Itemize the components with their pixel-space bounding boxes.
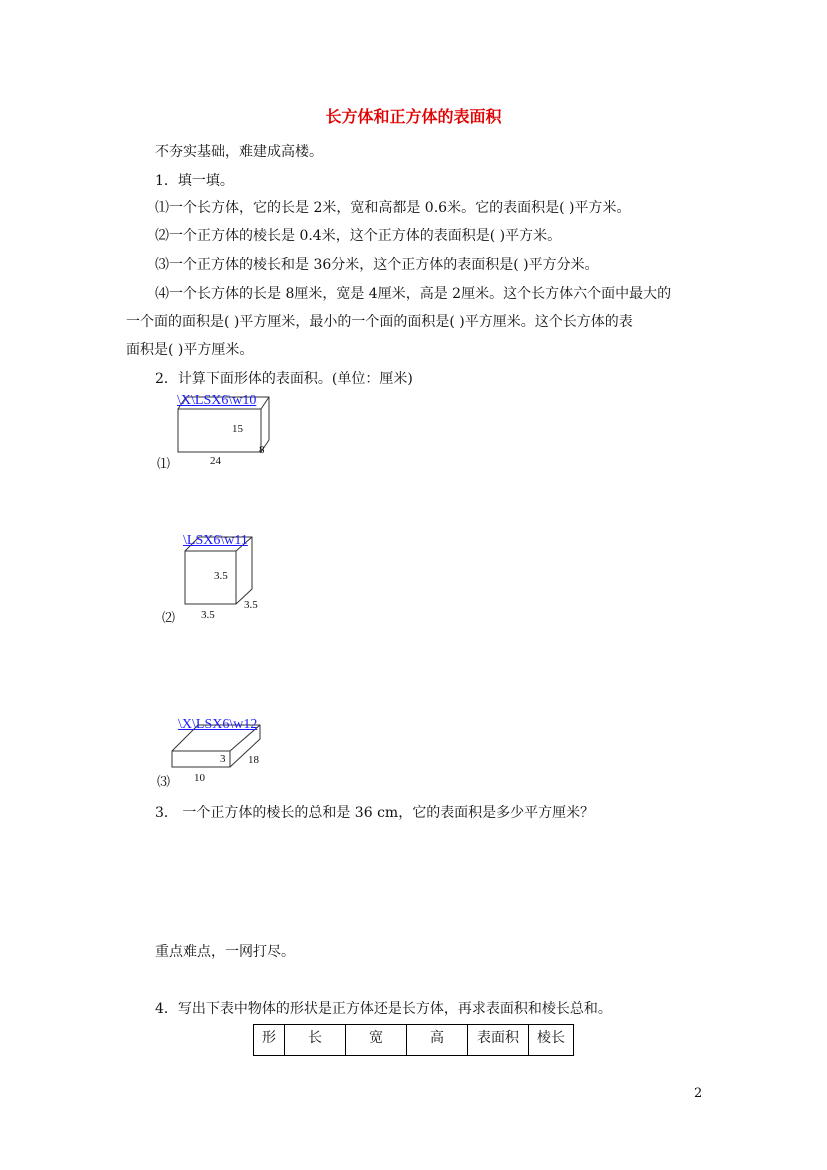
table-header-cell: 表面积 (468, 1025, 529, 1056)
page-number: 2 (694, 1086, 703, 1101)
question-1-item-4-line-1: ⑷一个长方体的长是 8厘米，宽是 4厘米，高是 2厘米。这个长方体六个面中最大的 (155, 286, 672, 302)
figure-3-label: ⑶ (157, 775, 171, 790)
question-1-item-4-line-2: 一个面的面积是( )平方厘米，最小的一个面的面积是( )平方厘米。这个长方体的表 (126, 314, 633, 330)
figure-1-label: ⑴ (157, 457, 171, 472)
figure-2-height-label: 3.5 (214, 570, 228, 582)
question-1-item-4-line-3: 面积是( )平方厘米。 (126, 342, 254, 358)
question-4-heading: 4．写出下表中物体的形状是正方体还是长方体，再求表面积和棱长总和。 (155, 1001, 612, 1017)
figure-3-length-label: 10 (194, 772, 205, 784)
figure-3-caption: \X\LSX6\w12 (178, 717, 258, 732)
section-intro-key-points: 重点难点，一网打尽。 (155, 944, 295, 960)
figure-2-cube (178, 533, 278, 625)
question-1-item-2: ⑵一个正方体的棱长是 0.4米，这个正方体的表面积是( )平方米。 (155, 228, 562, 244)
question-1-heading: 1．填一填。 (155, 173, 234, 189)
figure-1-width-label: 8 (259, 444, 265, 456)
table-row (254, 1025, 574, 1056)
table-header-cell: 宽 (346, 1025, 407, 1056)
table-header-cell: 形 (254, 1025, 285, 1056)
figure-3-cuboid (170, 717, 280, 787)
question-2-heading: 2．计算下面形体的表面积。(单位：厘米) (155, 371, 413, 387)
figure-3-width-label: 18 (248, 754, 259, 766)
question-1-item-1: ⑴一个长方体，它的长是 2米，宽和高都是 0.6米。它的表面积是( )平方米。 (155, 200, 631, 216)
figure-1-length-label: 24 (210, 455, 221, 467)
question-4-table (253, 1024, 574, 1056)
question-3: 3． 一个正方体的棱长的总和是 36 cm，它的表面积是多少平方厘米？ (155, 805, 595, 821)
figure-2-caption: \LSX6\w11 (183, 533, 248, 548)
table-header-cell: 长 (285, 1025, 346, 1056)
section-intro-basic: 不夯实基础，难建成高楼。 (155, 144, 323, 160)
figure-2-width-label: 3.5 (244, 599, 258, 611)
figure-2-length-label: 3.5 (201, 609, 215, 621)
figure-2-label: ⑵ (162, 611, 176, 626)
figure-1-caption: \X\LSX6\w10 (177, 393, 257, 408)
table-header-cell: 棱长 (529, 1025, 574, 1056)
figure-1-height-label: 15 (232, 423, 243, 435)
question-1-item-3: ⑶一个正方体的棱长和是 36分米，这个正方体的表面积是( )平方分米。 (155, 257, 599, 273)
figure-3-height-label: 3 (220, 753, 226, 765)
page-title: 长方体和正方体的表面积 (325, 107, 502, 126)
table-header-cell: 高 (407, 1025, 468, 1056)
